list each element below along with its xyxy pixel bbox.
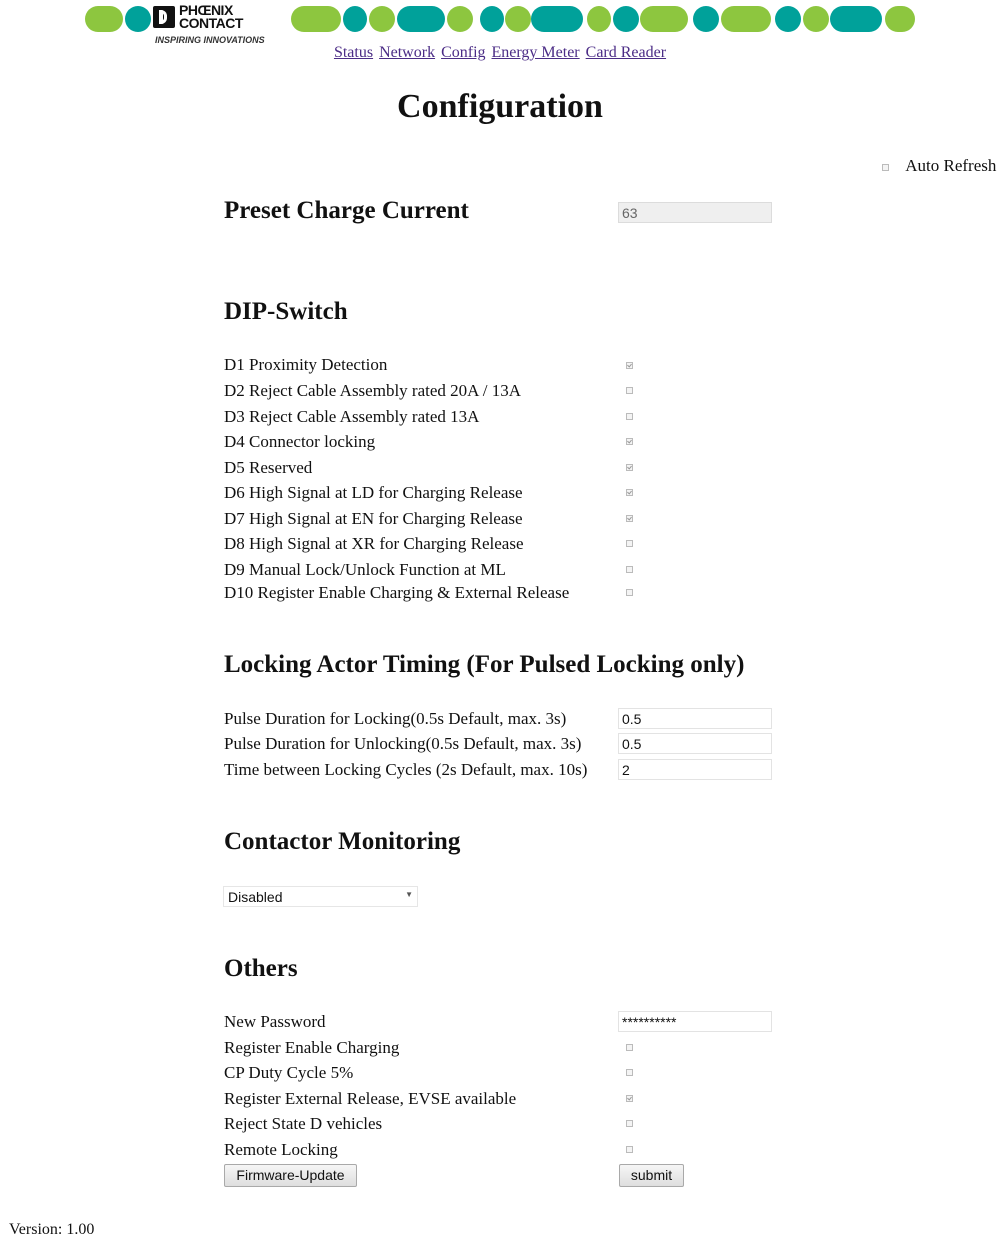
dip-label-d3: D3 Reject Cable Assembly rated 13A xyxy=(224,407,480,426)
dip-checkbox-d10[interactable] xyxy=(626,589,633,596)
others-checkbox-cp-duty[interactable] xyxy=(626,1069,633,1076)
dip-checkbox-d1[interactable] xyxy=(626,362,633,369)
banner-pill xyxy=(640,6,688,32)
contactor-selected-value: Disabled xyxy=(228,889,283,905)
others-label-cp-duty: CP Duty Cycle 5% xyxy=(224,1063,354,1082)
dip-checkbox-d6[interactable] xyxy=(626,489,633,496)
dip-checkbox-d2[interactable] xyxy=(626,387,633,394)
locking-cycle-time-input[interactable] xyxy=(618,759,772,780)
banner-pill xyxy=(85,6,123,32)
auto-refresh-label: Auto Refresh xyxy=(905,156,997,175)
top-nav xyxy=(0,44,1000,62)
contactor-section-title: Contactor Monitoring xyxy=(224,828,461,855)
dip-checkbox-d7[interactable] xyxy=(626,515,633,522)
others-label-external-release: Register External Release, EVSE available xyxy=(224,1089,517,1108)
banner-pill xyxy=(693,6,719,32)
banner-pill xyxy=(125,6,151,32)
dip-label-d5: D5 Reserved xyxy=(224,458,313,477)
submit-button[interactable]: submit xyxy=(619,1164,684,1187)
auto-refresh-checkbox[interactable] xyxy=(882,164,889,171)
dip-label-d10: D10 Register Enable Charging & External Release xyxy=(224,583,570,602)
dip-label-d8: D8 High Signal at XR for Charging Release xyxy=(224,534,524,553)
locking-section-title: Locking Actor Timing (For Pulsed Locking only) xyxy=(224,651,745,678)
contactor-monitoring-select[interactable] xyxy=(223,886,418,907)
banner-pill xyxy=(721,6,771,32)
locking-pulse-unlock-label: Pulse Duration for Unlocking(0.5s Default, max. 3s) xyxy=(224,734,582,753)
dip-checkbox-d4[interactable] xyxy=(626,438,633,445)
others-label-remote-locking: Remote Locking xyxy=(224,1140,338,1159)
dip-checkbox-d5[interactable] xyxy=(626,464,633,471)
banner-pill xyxy=(587,6,611,32)
others-checkbox-remote-locking[interactable] xyxy=(626,1146,633,1153)
banner-pill xyxy=(531,6,583,32)
dip-checkbox-d8[interactable] xyxy=(626,540,633,547)
logo-name-line1: PHŒNIX xyxy=(179,2,233,18)
auto-refresh-control xyxy=(882,156,996,176)
firmware-update-button[interactable]: Firmware-Update xyxy=(224,1164,357,1187)
dip-checkbox-d9[interactable] xyxy=(626,566,633,573)
others-label-register-enable: Register Enable Charging xyxy=(224,1038,400,1057)
others-section-title: Others xyxy=(224,955,298,982)
new-password-label: New Password xyxy=(224,1012,326,1031)
others-checkbox-reject-state-d[interactable] xyxy=(626,1120,633,1127)
dip-label-d2: D2 Reject Cable Assembly rated 20A / 13A xyxy=(224,381,521,400)
dip-label-d1: D1 Proximity Detection xyxy=(224,355,388,374)
locking-pulse-unlock-input[interactable] xyxy=(618,733,772,754)
page-title: Configuration xyxy=(397,88,603,125)
banner-pill xyxy=(343,6,367,32)
logo-mark-icon xyxy=(153,6,175,28)
banner-pill xyxy=(803,6,829,32)
phoenix-contact-logo xyxy=(153,4,263,48)
dip-label-d4: D4 Connector locking xyxy=(224,432,376,451)
others-checkbox-external-release[interactable] xyxy=(626,1095,633,1102)
banner-pill xyxy=(505,6,531,32)
logo-name-line2: CONTACT xyxy=(179,15,243,31)
nav-network[interactable]: Network xyxy=(379,44,436,61)
banner-pill xyxy=(397,6,445,32)
version-label: Version: 1.00 xyxy=(9,1221,95,1238)
locking-pulse-lock-input[interactable] xyxy=(618,708,772,729)
dip-label-d7: D7 High Signal at EN for Charging Release xyxy=(224,509,523,528)
nav-energy-meter[interactable]: Energy Meter xyxy=(491,44,580,61)
preset-section-title: Preset Charge Current xyxy=(224,197,469,224)
banner-pill xyxy=(480,6,504,32)
nav-card-reader[interactable]: Card Reader xyxy=(585,44,667,61)
locking-cycle-time-label: Time between Locking Cycles (2s Default, max. 10s) xyxy=(224,760,588,779)
banner-pill xyxy=(291,6,341,32)
new-password-input[interactable] xyxy=(618,1011,772,1032)
others-checkbox-register-enable[interactable] xyxy=(626,1044,633,1051)
preset-charge-current-input[interactable] xyxy=(618,202,772,223)
banner-pill xyxy=(447,6,473,32)
banner-pill xyxy=(885,6,915,32)
dip-label-d9: D9 Manual Lock/Unlock Function at ML xyxy=(224,560,506,579)
banner-pill xyxy=(613,6,639,32)
others-label-reject-state-d: Reject State D vehicles xyxy=(224,1114,383,1133)
dip-section-title: DIP-Switch xyxy=(224,298,348,325)
banner-pill xyxy=(369,6,395,32)
logo-tagline: INSPIRING INNOVATIONS xyxy=(155,35,265,45)
chevron-down-icon: ▼ xyxy=(405,890,413,899)
banner-pill xyxy=(830,6,882,32)
nav-status[interactable]: Status xyxy=(333,44,374,61)
banner-pill xyxy=(775,6,801,32)
dip-label-d6: D6 High Signal at LD for Charging Release xyxy=(224,483,523,502)
nav-config[interactable]: Config xyxy=(441,44,486,61)
locking-pulse-lock-label: Pulse Duration for Locking(0.5s Default, max. 3s) xyxy=(224,709,567,728)
dip-checkbox-d3[interactable] xyxy=(626,413,633,420)
